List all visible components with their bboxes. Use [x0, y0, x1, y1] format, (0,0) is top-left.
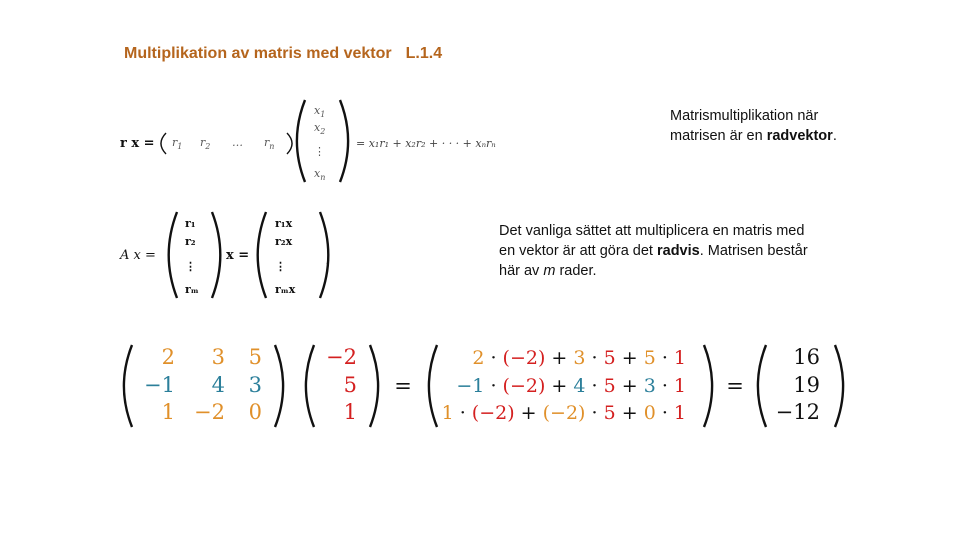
- formula1-row-entry: $r_2$: [200, 136, 211, 151]
- example-expansion-right-paren: [704, 345, 712, 427]
- example-expansion-term: ·: [655, 402, 674, 424]
- example-matrix-cell: −1: [144, 373, 175, 397]
- example-expansion-term: ·: [655, 347, 674, 369]
- row-vector-line2-pre: matrisen är en: [670, 128, 767, 144]
- example-matrix-cell: −2: [194, 400, 225, 424]
- example-expansion-row: [442, 402, 686, 424]
- example-expansion-term: +: [545, 347, 574, 369]
- formula2-rows-right-paren: [212, 212, 220, 298]
- example-vector-cell: −2: [326, 345, 357, 369]
- formula1-row-entry: $r_1$: [172, 136, 183, 151]
- example-equals-2: =: [726, 374, 744, 398]
- example-expansion-term: 5: [603, 375, 616, 397]
- row-vector-line1: Matrismultiplikation när: [670, 108, 819, 124]
- example-expansion-term: −1: [456, 375, 485, 397]
- example-matrix-cell: 1: [161, 400, 175, 424]
- formula2-row-entry: rₘ: [185, 283, 199, 296]
- example-equals-1: =: [394, 374, 412, 398]
- example-result-cell: −12: [775, 400, 820, 424]
- row-wise-line2-pre: en vektor är att göra det: [499, 243, 657, 259]
- example-matrix-cell: 2: [161, 345, 175, 369]
- formula1-row-entry: …: [232, 136, 243, 149]
- formula2-products-left-paren: [258, 212, 266, 298]
- example-expansion-term: 3: [643, 375, 656, 397]
- example-expansion-term: 3: [573, 347, 586, 369]
- example-expansion-term: ·: [655, 375, 674, 397]
- example-expansion-term: +: [615, 402, 644, 424]
- example-result-cell: 16: [793, 345, 820, 369]
- example-expansion-term: ·: [585, 375, 604, 397]
- example-expansion-row: [456, 375, 686, 397]
- formula1-lhs: r x =: [120, 136, 155, 151]
- example-expansion-term: ·: [585, 347, 604, 369]
- example-expansion-term: (−2): [502, 347, 546, 369]
- example-expansion-term: 5: [603, 347, 616, 369]
- row-wise-bold: radvis: [656, 243, 700, 259]
- formula1-col-entry: $x_1$: [314, 104, 326, 119]
- formula1-rhs: = x₁r₁ + x₂r₂ + · · · + xₙrₙ: [356, 137, 496, 150]
- row-wise-line2-post: . Matrisen består: [699, 243, 808, 259]
- example-result-left-paren: [758, 345, 766, 427]
- example-expansion-term: 2: [472, 347, 485, 369]
- example-matrix-cell: 5: [248, 345, 262, 369]
- formula2-product-entry: r₁x: [275, 217, 293, 230]
- example-expansion-term: +: [545, 375, 574, 397]
- example-matrix-cell: 3: [248, 373, 262, 397]
- formula1-row-left-paren: [161, 133, 166, 154]
- example-vector-left-paren: [306, 345, 314, 427]
- example-expansion-term: ·: [585, 402, 604, 424]
- example-expansion-term: ·: [484, 347, 503, 369]
- example-expansion-term: 1: [673, 375, 686, 397]
- formula2-mid: x =: [226, 248, 250, 263]
- formula2-product-entry: r₂x: [275, 235, 293, 248]
- formula2-product-entry: rₘx: [275, 283, 296, 296]
- example-matrix-cell: 4: [211, 373, 225, 397]
- example-matrix-right-paren: [275, 345, 283, 427]
- formula1-row-entry: $r_n$: [264, 136, 275, 151]
- example-result-right-paren: [835, 345, 843, 427]
- example-matrix-cell: 0: [248, 400, 262, 424]
- example-expansion-row: [472, 347, 686, 369]
- example-vector-cell: 1: [343, 400, 357, 424]
- formula2-product-entry: ⋮: [275, 260, 286, 273]
- row-wise-line3-pre: här av: [499, 263, 544, 279]
- example-expansion-term: 1: [673, 347, 686, 369]
- example-matrix-left-paren: [124, 345, 132, 427]
- row-vector-bold: radvektor: [766, 128, 833, 144]
- example-expansion-term: (−2): [471, 402, 515, 424]
- formula2-row-entry: ⋮: [185, 260, 196, 273]
- example-expansion-term: 1: [441, 402, 454, 424]
- example-expansion-term: 5: [643, 347, 656, 369]
- row-wise-line3-post: rader.: [555, 263, 597, 279]
- title-ref: L.1.4: [405, 45, 443, 62]
- formula1-col-left-paren: [297, 100, 305, 182]
- formula2-tail: ,: [326, 251, 331, 266]
- example-expansion-term: 4: [573, 375, 586, 397]
- example-expansion-term: 1: [673, 402, 686, 424]
- formula2-lhs: A x =: [120, 248, 156, 263]
- example-expansion-term: (−2): [542, 402, 586, 424]
- example-expansion-term: +: [615, 375, 644, 397]
- formula1-col-entry: $x_n$: [314, 167, 326, 182]
- formula1-row-right-paren: [287, 133, 292, 154]
- formula1-col-right-paren: [340, 100, 348, 182]
- example-expansion-term: +: [514, 402, 543, 424]
- example-expansion-term: ·: [453, 402, 472, 424]
- row-wise-var-m: m: [543, 263, 556, 279]
- formula1-col-entry: ⋮: [314, 145, 325, 158]
- formula2-row-entry: r₁: [185, 217, 196, 230]
- example-expansion-term: ·: [484, 375, 503, 397]
- example-expansion-term: 5: [603, 402, 616, 424]
- example-matrix-cell: 3: [211, 345, 225, 369]
- example-expansion-term: +: [615, 347, 644, 369]
- example-vector-right-paren: [370, 345, 378, 427]
- example-expansion-term: (−2): [502, 375, 546, 397]
- row-vector-line2-post: .: [832, 128, 837, 144]
- formula2-rows-left-paren: [169, 212, 177, 298]
- example-vector-cell: 5: [343, 373, 357, 397]
- example-result-cell: 19: [793, 373, 820, 397]
- row-wise-line1: Det vanliga sättet att multiplicera en matris med: [499, 223, 805, 239]
- example-expansion-term: 0: [643, 402, 656, 424]
- formula2-row-entry: r₂: [185, 235, 196, 248]
- formula1-col-entry: $x_2$: [314, 121, 326, 136]
- title-main: Multiplikation av matris med vektor: [124, 45, 392, 62]
- example-expansion-left-paren: [429, 345, 437, 427]
